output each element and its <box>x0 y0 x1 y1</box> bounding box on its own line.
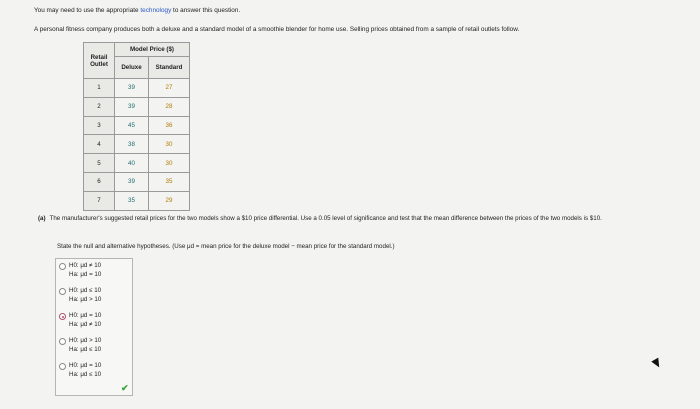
alternative-hypothesis: Ha: μd ≤ 10 <box>69 346 102 353</box>
table-row <box>84 116 190 135</box>
correct-check-icon: ✔ <box>121 383 129 393</box>
deluxe-cell[interactable]: 35 <box>115 191 149 210</box>
null-hypothesis: H0: μd ≠ 10 <box>69 262 102 269</box>
hypotheses-prompt: State the null and alternative hypotheses. (Use μd = mean price for the deluxe model − mean price for the standard model.) <box>57 243 395 250</box>
technology-link[interactable]: technology <box>140 7 172 14</box>
radio-button[interactable] <box>59 288 66 295</box>
standard-cell[interactable]: 36 <box>149 116 190 135</box>
alternative-hypothesis: Ha: μd = 10 <box>69 271 102 278</box>
outlet-cell: 4 <box>84 135 115 154</box>
instruction-text <box>34 7 240 14</box>
radio-button[interactable] <box>59 363 66 370</box>
null-hypothesis: H0: μd > 10 <box>69 337 102 344</box>
alternative-hypothesis: Ha: μd > 10 <box>69 296 102 303</box>
alternative-hypothesis: Ha: μd ≤ 10 <box>69 371 102 378</box>
table-row <box>84 79 190 98</box>
radio-button[interactable] <box>59 263 66 270</box>
deluxe-cell[interactable]: 40 <box>115 154 149 173</box>
null-hypothesis: H0: μd ≤ 10 <box>69 287 102 294</box>
deluxe-cell[interactable]: 38 <box>115 135 149 154</box>
outlet-cell: 5 <box>84 154 115 173</box>
standard-cell[interactable]: 28 <box>149 97 190 116</box>
deluxe-cell[interactable]: 39 <box>115 172 149 191</box>
deluxe-header: Deluxe <box>115 57 149 79</box>
deluxe-cell[interactable]: 45 <box>115 116 149 135</box>
outlet-header: Retail Outlet <box>84 43 115 79</box>
table-row <box>84 191 190 210</box>
standard-cell[interactable]: 30 <box>149 154 190 173</box>
part-a-label: (a) <box>38 215 46 222</box>
table-row <box>84 154 190 173</box>
outlet-cell: 6 <box>84 172 115 191</box>
outlet-cell: 1 <box>84 79 115 98</box>
hypotheses-choices <box>55 258 133 396</box>
outlet-cell: 2 <box>84 97 115 116</box>
instruction-before: You may need to use the appropriate <box>34 7 141 14</box>
standard-cell[interactable]: 30 <box>149 135 190 154</box>
standard-cell[interactable]: 29 <box>149 191 190 210</box>
null-hypothesis: H0: μd = 10 <box>69 362 102 369</box>
intro-text: A personal fitness company produces both a deluxe and a standard model of a smoothie blender for home use. Selling prices obtained from a sample of retail outlets follow. <box>34 26 520 33</box>
alternative-hypothesis: Ha: μd ≠ 10 <box>69 321 102 328</box>
outlet-cell: 3 <box>84 116 115 135</box>
table-row <box>84 135 190 154</box>
deluxe-cell[interactable]: 39 <box>115 97 149 116</box>
instruction-after: to answer this question. <box>171 7 241 14</box>
price-table <box>83 42 190 211</box>
null-hypothesis: H0: μd = 10 <box>69 312 102 319</box>
part-a-question <box>38 214 698 223</box>
table-row <box>84 97 190 116</box>
radio-button-selected[interactable] <box>59 313 66 320</box>
model-price-header: Model Price ($) <box>115 43 190 57</box>
mouse-cursor-icon <box>651 358 662 370</box>
table-row <box>84 172 190 191</box>
radio-button[interactable] <box>59 338 66 345</box>
part-a-text: The manufacturer's suggested retail prices for the two models show a $10 price differential. Use a 0.05 level of significance and test that the mean difference between the prices of the two models is $10. <box>49 215 602 222</box>
standard-header: Standard <box>149 57 190 79</box>
outlet-cell: 7 <box>84 191 115 210</box>
standard-cell[interactable]: 27 <box>149 79 190 98</box>
standard-cell[interactable]: 35 <box>149 172 190 191</box>
deluxe-cell[interactable]: 39 <box>115 79 149 98</box>
